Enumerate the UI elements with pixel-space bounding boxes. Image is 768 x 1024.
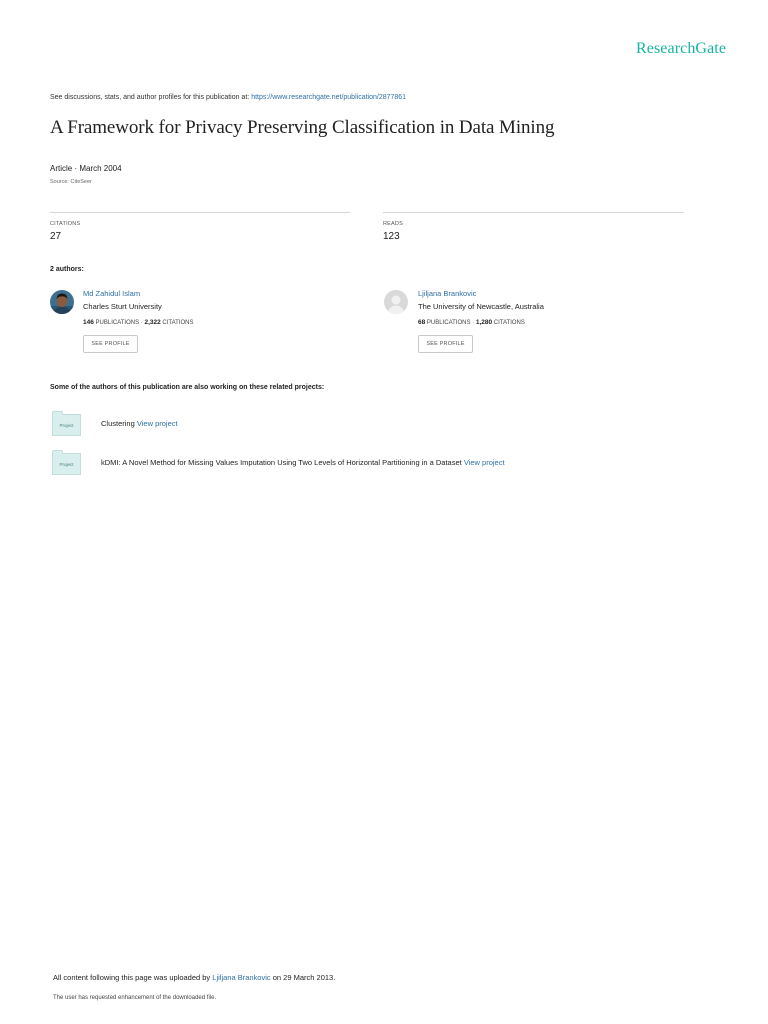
uploader-link[interactable]: Ljiljana Brankovic — [212, 973, 271, 982]
article-source: Source: CiteSeer — [50, 179, 92, 185]
see-profile-button-2[interactable]: SEE PROFILE — [418, 335, 473, 353]
author-citations-count-1: 2,322 — [144, 319, 161, 326]
enhancement-note: The user has requested enhancement of the downloaded file. — [53, 995, 217, 1001]
citations-label: CITATIONS — [50, 221, 81, 227]
authors-heading: 2 authors: — [50, 266, 84, 273]
stats-separator-1: · — [140, 320, 143, 326]
default-avatar-icon — [384, 290, 408, 314]
project-folder-icon-1[interactable] — [52, 414, 81, 436]
see-profile-button-1[interactable]: SEE PROFILE — [83, 335, 138, 353]
upload-date: on 29 March 2013. — [272, 973, 336, 982]
project-name-1: Clustering — [101, 419, 135, 428]
author-citations-count-2: 1,280 — [475, 319, 493, 326]
author-publications-label-1: PUBLICATIONS — [95, 320, 140, 326]
researchgate-logo[interactable]: ResearchGate — [636, 40, 727, 57]
author-affiliation-2: The University of Newcastle, Australia — [418, 302, 544, 311]
author-citations-label-2: CITATIONS — [493, 320, 525, 326]
author-stats-2 — [418, 319, 525, 326]
project-name-2: kDMI: A Novel Method for Missing Values Imputation Using Two Levels of Horizontal Partitioning in a Dataset — [101, 458, 462, 467]
project-item-2 — [101, 458, 505, 467]
page-title: A Framework for Privacy Preserving Classification in Data Mining — [50, 117, 555, 138]
citations-count: 27 — [50, 231, 62, 242]
reads-count: 123 — [383, 231, 400, 242]
author-name-1[interactable]: Md Zahidul Islam — [83, 289, 141, 298]
author-avatar-1[interactable] — [50, 290, 74, 314]
author-publications-count-1: 146 — [83, 319, 94, 326]
author-stats-1 — [83, 319, 194, 326]
folder-tab — [52, 411, 63, 415]
project-icon-label-1: Project — [59, 423, 74, 428]
upload-prefix: All content following this page was uploaded by — [53, 973, 211, 982]
publication-url-link[interactable]: https://www.researchgate.net/publication/2877861 — [251, 94, 407, 101]
related-projects-heading: Some of the authors of this publication are also working on these related projects: — [50, 384, 325, 391]
view-project-link-1[interactable]: View project — [136, 419, 178, 428]
upload-note — [53, 973, 335, 982]
author-publications-count-2: 68 — [418, 319, 426, 326]
project-item-1 — [101, 419, 178, 428]
reads-label: READS — [383, 221, 403, 227]
divider-reads — [383, 212, 684, 213]
folder-tab — [52, 450, 63, 454]
discussion-line — [50, 94, 406, 101]
author-name-2[interactable]: Ljiljana Brankovic — [418, 289, 477, 298]
author-citations-label-1: CITATIONS — [162, 320, 194, 326]
author-photo-icon — [50, 290, 74, 314]
author-avatar-2[interactable] — [384, 290, 408, 314]
view-project-link-2[interactable]: View project — [463, 458, 505, 467]
divider-citations — [50, 212, 350, 213]
author-affiliation-1: Charles Sturt University — [83, 302, 162, 311]
discussion-prefix: See discussions, stats, and author profiles for this publication at: — [50, 94, 250, 101]
stats-separator-2: · — [472, 320, 475, 326]
project-icon-label-2: Project — [59, 462, 74, 467]
article-meta: Article · March 2004 — [50, 164, 122, 173]
author-publications-label-2: PUBLICATIONS — [426, 320, 471, 326]
project-folder-icon-2[interactable] — [52, 453, 81, 475]
